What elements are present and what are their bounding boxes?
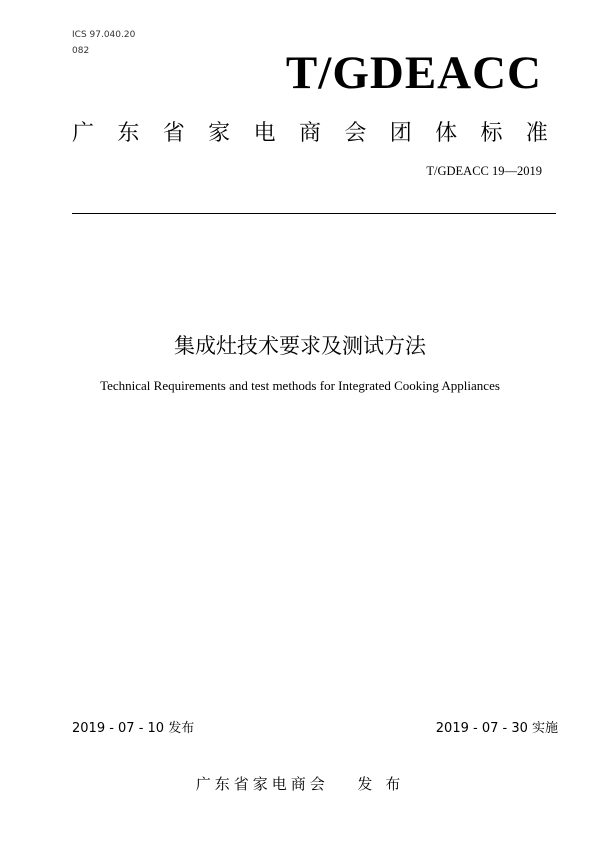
header-divider [72,213,556,214]
organization-standard-heading [72,116,548,147]
standard-brand: T/GDEACC [285,47,542,99]
org-char: 家 [208,121,231,146]
publish-date: 2019 - 07 - 10 发布 [72,721,195,736]
org-char: 商 [298,121,321,146]
title-chinese: 集成灶技术要求及测试方法 [174,334,426,358]
org-char: 省 [162,121,185,146]
org-char: 广 [72,121,95,146]
standard-code: T/GDEACC 19—2019 [426,164,542,178]
org-char: 电 [253,121,276,146]
org-char: 团 [389,121,412,146]
org-char: 体 [435,121,458,146]
title-english: Technical Requirements and test methods for Integrated Cooking Appliances [100,378,500,393]
publisher-name: 广东省家电商会 [195,775,329,793]
publish-label: 发 布 [357,775,405,793]
org-char: 东 [117,121,140,146]
org-char: 准 [525,121,548,146]
implement-date: 2019 - 07 - 30 实施 [435,721,558,736]
publisher-line [0,773,600,794]
org-char: 会 [344,121,367,146]
ccs-number: 082 [72,46,90,56]
ics-number: ICS 97.040.20 [72,30,136,40]
org-char: 标 [480,121,503,146]
